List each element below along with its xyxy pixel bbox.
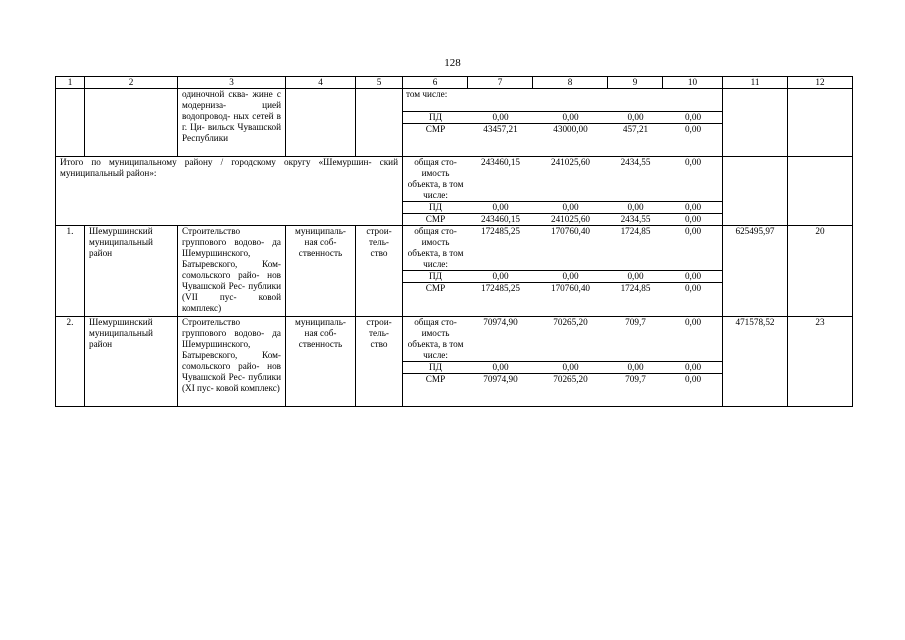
cost-breakdown [403,317,723,407]
cost-breakdown [403,226,723,316]
value: 43457,21 [468,123,533,156]
value: 70265,20 [533,373,608,406]
cost-label: СМР [403,214,468,226]
header-cell: 9 [608,77,663,89]
value: 0,00 [533,111,608,123]
cost-label: общая сто- имость объекта, в том числе: [407,157,464,200]
column-12-value: 23 [788,316,853,407]
value: 0,00 [663,361,723,373]
value: 0,00 [468,271,533,283]
cost-label: ПД [403,111,468,123]
value: 0,00 [533,361,608,373]
work-type: строи- тель- ство [356,316,403,407]
cost-label: общая сто- имость объекта, в том числе: [407,316,464,360]
header-cell: 11 [723,77,788,89]
value: 2434,55 [608,214,663,226]
value: 241025,60 [550,157,591,167]
cost-label: ПД [403,202,468,214]
value: 43000,00 [533,123,608,156]
value: 0,00 [663,111,723,123]
column-11-value: 471578,52 [723,316,788,407]
value: 0,00 [663,283,723,316]
value: 170760,40 [533,283,608,316]
value: 241025,60 [533,214,608,226]
row-number: 2. [56,316,85,407]
value: 0,00 [684,226,702,236]
header-cell: 10 [663,77,723,89]
value: 0,00 [468,111,533,123]
value: 172485,25 [480,226,521,236]
object-name: Строительство группового водово- да Шемуршинского, Батыревского, Ком- сомольского райо- нов Чувашской Рес- публики (VII пус- ковой комплекс) [178,226,286,317]
value: 0,00 [608,361,663,373]
value: 0,00 [684,316,702,327]
cost-label: СМР [403,123,468,156]
work-type: строи- тель- ство [356,226,403,317]
ownership: муниципаль- ная соб- ственность [286,226,356,317]
cost-label: том числе: [406,89,448,99]
value: 0,00 [663,373,723,406]
header-cell: 6 [403,77,468,89]
district: Шемуршинский муниципальный район [85,316,178,407]
value: 0,00 [608,111,663,123]
cost-breakdown [403,89,723,156]
ownership: муниципаль- ная соб- ственность [286,316,356,407]
value: 1724,85 [608,283,663,316]
cost-breakdown [403,157,723,225]
value: 709,7 [608,373,663,406]
row-number: 1. [56,226,85,317]
column-11-value: 625495,97 [723,226,788,317]
value: 1724,85 [620,226,651,236]
value: 70265,20 [553,316,588,327]
total-label: Итого по муниципальному району / городскому округу «Шемуршин- ский муниципальный район»: [56,157,403,226]
value: 457,21 [608,123,663,156]
table-row-total [56,157,853,226]
object-name: одиночной сква- жине с модерниза- цией водопровод- ных сетей в г. Ци- вильск Чувашской Республики [178,89,286,157]
value: 0,00 [663,214,723,226]
value: 0,00 [663,123,723,156]
value: 709,7 [625,316,646,327]
header-cell: 3 [178,77,286,89]
header-row [56,77,853,89]
header-cell: 12 [788,77,853,89]
value: 0,00 [468,202,533,214]
table-row-entry [56,226,853,317]
object-name: Строительство группового водово- да Шемуршинского, Батыревского, Ком- сомольского райо- нов Чувашской Рес- публики (XI пус- ковой комплекс) [178,316,286,407]
column-12-value: 20 [788,226,853,317]
value: 172485,25 [468,283,533,316]
value: 0,00 [468,361,533,373]
header-cell: 7 [468,77,533,89]
value: 70974,90 [483,316,518,327]
value: 243460,15 [468,214,533,226]
header-cell: 5 [356,77,403,89]
value: 70974,90 [468,373,533,406]
value: 0,00 [533,271,608,283]
value: 243460,15 [480,157,521,167]
value: 0,00 [663,202,723,214]
cost-label: ПД [403,271,468,283]
value: 0,00 [684,157,702,167]
table-row-entry [56,316,853,407]
table-row-continuation [56,89,853,157]
header-cell: 8 [533,77,608,89]
value: 2434,55 [620,157,651,167]
cost-label: ПД [403,361,468,373]
value: 0,00 [533,202,608,214]
district: Шемуршинский муниципальный район [85,226,178,317]
value: 0,00 [608,271,663,283]
cost-label: СМР [403,373,468,406]
header-cell: 2 [85,77,178,89]
page-number: 128 [444,57,461,69]
header-cell: 4 [286,77,356,89]
value: 0,00 [608,202,663,214]
cost-label: СМР [403,283,468,316]
value: 0,00 [663,271,723,283]
header-cell: 1 [56,77,85,89]
investment-table [55,76,853,407]
value: 170760,40 [550,226,591,236]
cost-label: общая сто- имость объекта, в том числе: [407,226,464,269]
